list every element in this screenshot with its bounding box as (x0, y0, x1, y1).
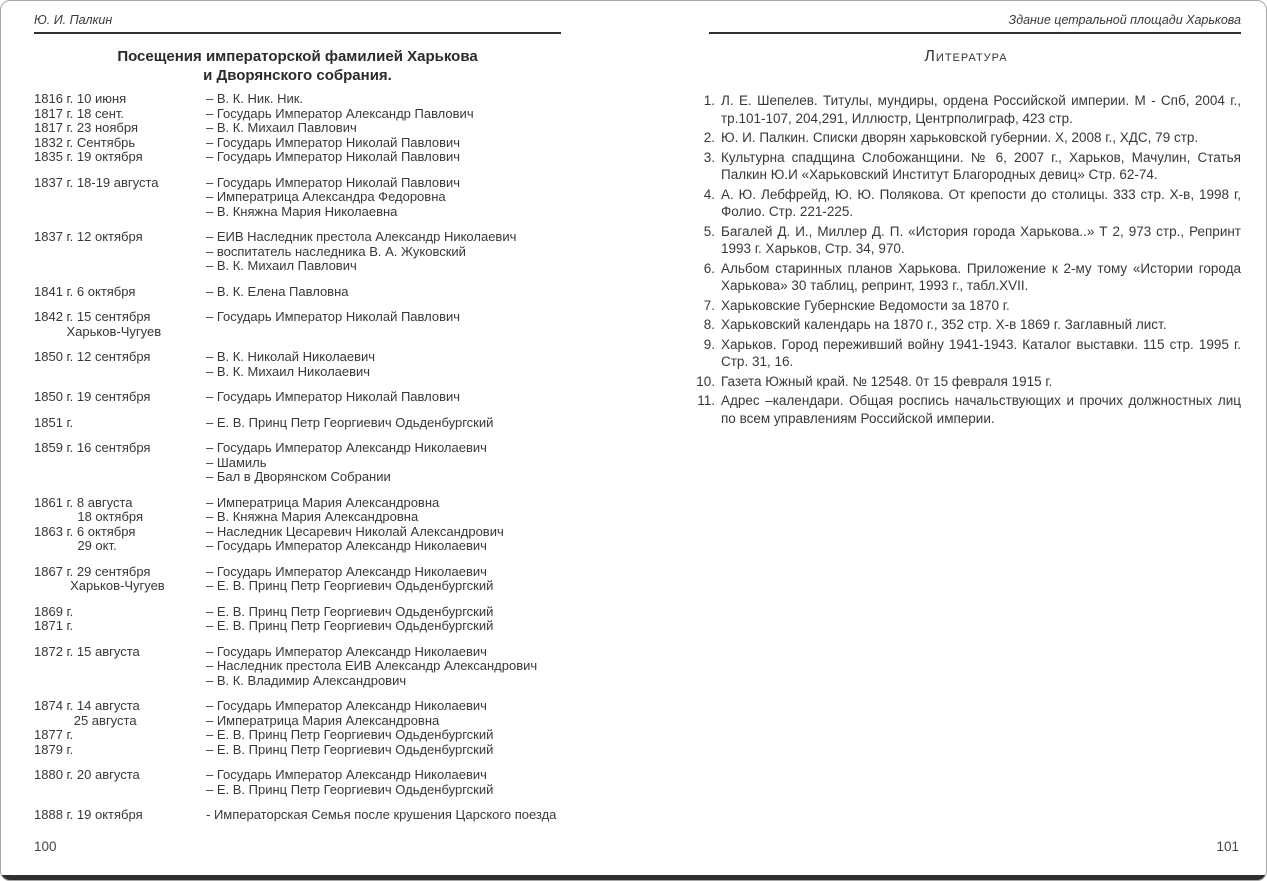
visit-dates (34, 285, 206, 300)
reference-number: 5. (703, 223, 715, 239)
visit-dates (34, 645, 206, 689)
visit-entry-line: – Е. В. Принц Петр Георгиевич Одьденбургский (206, 414, 494, 430)
visit-dates (34, 310, 206, 339)
running-head-title: Здание цетральной площади Харькова (1008, 13, 1241, 27)
visit-date-line: 1871 г. (34, 618, 74, 633)
visits-title (34, 47, 561, 85)
visit-entries (206, 416, 561, 431)
visit-date-line: 1872 г. 15 августа (34, 643, 140, 659)
visit-date-line: 25 августа (34, 712, 137, 728)
visits-title-line1: Посещения императорской фамилией Харькова (117, 48, 478, 65)
visit-dates (34, 230, 206, 274)
visit-entry-line: – В. К. Ник. Ник. (206, 91, 304, 106)
visit-entry-line: – Е. В. Принц Петр Георгиевич Одьденбургский (206, 741, 494, 757)
scan-bottom-edge (1, 875, 1266, 880)
visit-entry-line: – Государь Император Александр Николаевич (206, 698, 487, 713)
visit-date-line: 1837 г. 12 октября (34, 229, 143, 244)
visit-entry-line: – Государь Император Александр Николаевич (206, 538, 487, 553)
reference-text: Культурна спадщина Слобожанщини. № 6, 2007 г., Харьков, Мачулин, Статья Палкин Ю.И «Харьковский Институт Благородных девиц» Стр. 62-74. (721, 149, 1241, 182)
references-list (691, 92, 1241, 427)
visit-entries (206, 565, 561, 594)
reference-item (691, 129, 1241, 147)
header-rule-left (34, 32, 561, 34)
visit-group (34, 699, 561, 757)
reference-text: Харьковский календарь на 1870 г., 352 стр. Х-в 1869 г. Заглавный лист. (721, 317, 1167, 332)
visit-date-line: 1837 г. 18-19 августа (34, 174, 159, 190)
reference-item (691, 186, 1241, 221)
visit-entry-line: – Е. В. Принц Петр Георгиевич Одьденбургский (206, 578, 494, 593)
reference-number: 6. (703, 260, 715, 276)
reference-number: 9. (703, 336, 715, 352)
visit-entry-line: – ЕИВ Наследник престола Александр Николаевич (206, 229, 517, 244)
visit-date-line: 1835 г. 19 октября (34, 149, 143, 164)
visit-date-line: 1850 г. 19 сентября (34, 389, 151, 404)
visit-date-line: 1867 г. 29 сентября (34, 563, 151, 579)
visit-date-line: 1850 г. 12 сентября (34, 349, 151, 364)
visit-entries (206, 605, 561, 634)
page-number-right: 101 (1216, 839, 1239, 854)
visit-group (34, 441, 561, 485)
visit-group (34, 176, 561, 220)
visit-date-line: 1877 г. (34, 727, 74, 742)
reference-number: 7. (703, 297, 715, 313)
visit-group (34, 92, 561, 165)
reference-text: Багалей Д. И., Миллер Д. П. «История города Харькова..» Т 2, 973 стр., Репринт 1993 г. Харьков, Стр. 34, 970. (721, 223, 1241, 256)
visit-entries (206, 176, 561, 220)
visit-entry-line: – воспитатель наследника В. А. Жуковский (206, 243, 466, 259)
visit-group (34, 390, 561, 405)
visit-entry-line: – Государь Император Николай Павлович (206, 174, 461, 190)
reference-number: 3. (703, 149, 715, 165)
visit-date-line: 1842 г. 15 сентября (34, 309, 151, 324)
visit-entry-line: – В. К. Елена Павловна (206, 283, 349, 299)
visit-date-line: 1817 г. 23 ноября (34, 120, 138, 135)
reference-text: Адрес –календари. Общая роспись начальствующих и прочих должностных лиц по всем управлениям Российской империи. (721, 393, 1241, 426)
reference-item (691, 297, 1241, 315)
visit-entry-line: – В. К. Николай Николаевич (206, 349, 376, 364)
visit-date-line: 1832 г. Сентябрь (34, 134, 136, 150)
visit-entries (206, 768, 561, 797)
visit-entry-line: – Государь Император Николай Павлович (206, 149, 461, 164)
visit-group (34, 350, 561, 379)
reference-number: 4. (703, 186, 715, 202)
reference-number: 8. (703, 317, 715, 332)
visit-dates (34, 496, 206, 554)
reference-item (691, 223, 1241, 258)
visit-dates (34, 768, 206, 797)
reference-item (691, 92, 1241, 127)
visits-title-line2: и Дворянского собрания. (203, 67, 392, 84)
page-left (34, 13, 561, 834)
visit-date-line: Харьков-Чугуев (34, 578, 165, 593)
visit-dates (34, 390, 206, 405)
visit-date-line: 1874 г. 14 августа (34, 698, 140, 713)
visit-dates (34, 808, 206, 823)
visit-entries (206, 645, 561, 689)
visit-entry-line: – Императрица Александра Федоровна (206, 189, 446, 204)
visit-entries (206, 699, 561, 757)
visit-group (34, 285, 561, 300)
visit-entries (206, 92, 561, 165)
visit-entry-line: – В. К. Владимир Александрович (206, 672, 407, 688)
visit-entries (206, 441, 561, 485)
reference-text: Л. Е. Шепелев. Титулы, мундиры, ордена Российской империи. М - Спб, 2004 г., тр.101-107, 204,291, Иллюстр, Центрполиграф, 423 стр. (721, 93, 1241, 126)
visit-date-line: 1859 г. 16 сентября (34, 440, 151, 455)
visit-entry-line: – Е. В. Принц Петр Георгиевич Одьденбургский (206, 618, 494, 633)
visit-date-line: 18 октября (34, 509, 144, 524)
visit-entry-line: – В. К. Михаил Павлович (206, 258, 357, 273)
visit-entry-line: – Наследник престола ЕИВ Александр Александрович (206, 658, 538, 673)
visit-entries (206, 390, 561, 405)
visit-group (34, 416, 561, 431)
visit-dates (34, 350, 206, 379)
reference-text: А. Ю. Лебфрейд, Ю. Ю. Полякова. От крепости до столицы. 333 стр. Х-в, 1998 г, Фолио. Стр. 221-225. (721, 186, 1241, 219)
reference-item (691, 149, 1241, 184)
visit-entry-line: – Е. В. Принц Петр Георгиевич Одьденбургский (206, 727, 494, 742)
visit-dates (34, 699, 206, 757)
page-right (691, 13, 1241, 429)
visit-dates (34, 176, 206, 220)
visit-entries (206, 230, 561, 274)
visit-dates (34, 605, 206, 634)
visit-date-line: 1863 г. 6 октября (34, 523, 136, 539)
visit-entry-line: – Государь Император Александр Павлович (206, 105, 474, 121)
visit-date-line: 1861 г. 8 августа (34, 494, 133, 510)
reference-text: Харьков. Город переживший войну 1941-1943. Каталог выставки. 115 стр. 1995 г. Стр. 31, 16. (721, 336, 1241, 369)
page-number-left: 100 (34, 839, 57, 854)
visit-entry-line: – Государь Император Александр Николаевич (206, 767, 487, 782)
visit-group (34, 605, 561, 634)
reference-text: Харьковские Губернские Ведомости за 1870 г. (721, 297, 1010, 313)
visit-date-line: 1817 г. 18 сент. (34, 105, 125, 121)
visit-entries (206, 350, 561, 379)
visit-entry-line: – Е. В. Принц Петр Георгиевич Одьденбургский (206, 603, 494, 619)
visit-entries (206, 285, 561, 300)
visit-date-line: 1880 г. 20 августа (34, 767, 140, 782)
visit-entry-line: – В. К. Михаил Николаевич (206, 363, 371, 379)
visit-date-line: 29 окт. (34, 538, 117, 553)
visit-date-line: Харьков-Чугуев (34, 323, 162, 339)
reference-number: 2. (703, 130, 715, 145)
visit-entry-line: – Государь Император Александр Николаевич (206, 563, 487, 579)
running-head-author: Ю. И. Палкин (34, 13, 113, 27)
visit-group (34, 565, 561, 594)
reference-text: Газета Южный край. № 12548. 0т 15 февраля 1915 г. (721, 373, 1053, 389)
reference-item (691, 260, 1241, 295)
visit-date-line: 1841 г. 6 октября (34, 283, 136, 299)
visit-entry-line: – Бал в Дворянском Собрании (206, 469, 391, 484)
reference-item (691, 316, 1241, 334)
visit-dates (34, 92, 206, 165)
visit-entry-line: – Государь Император Николай Павлович (206, 389, 461, 404)
reference-item (691, 336, 1241, 371)
visit-entry-line: – В. К. Михаил Павлович (206, 120, 357, 135)
visit-entry-line: – Шамиль (206, 454, 267, 470)
visit-date-line: 1879 г. (34, 741, 74, 757)
visit-entries (206, 496, 561, 554)
visit-dates (34, 565, 206, 594)
visit-entry-line: – В. Княжна Мария Николаевна (206, 203, 398, 219)
visit-entry-line: – Императрица Мария Александровна (206, 494, 440, 510)
visit-entry-line: – Е. В. Принц Петр Георгиевич Одьденбургский (206, 781, 494, 797)
visit-date-line: 1816 г. 10 июня (34, 91, 127, 106)
visit-dates (34, 416, 206, 431)
reference-text: Ю. И. Палкин. Списки дворян харьковской губернии. Х, 2008 г., ХДС, 79 стр. (721, 130, 1199, 145)
visit-group (34, 808, 561, 823)
visit-date-line: 1869 г. (34, 603, 74, 619)
reference-item (691, 373, 1241, 391)
visit-entries (206, 310, 561, 339)
visit-entry-line: - Императорская Семья после крушения Царского поезда (206, 807, 557, 822)
visit-group (34, 496, 561, 554)
visit-group (34, 768, 561, 797)
visit-dates (34, 441, 206, 485)
visit-entry-line: – Наследник Цесаревич Николай Александрович (206, 523, 504, 539)
visit-entry-line: – Государь Император Александр Николаевич (206, 440, 487, 455)
visit-entry-line: – Государь Император Николай Павлович (206, 309, 461, 324)
header-rule-right (709, 32, 1241, 34)
visit-entry-line: – Императрица Мария Александровна (206, 712, 440, 728)
literature-title: Литература (924, 48, 1008, 65)
visit-date-line: 1888 г. 19 октября (34, 807, 143, 822)
visit-entry-line: – В. Княжна Мария Александровна (206, 509, 419, 524)
visit-group (34, 645, 561, 689)
reference-item (691, 392, 1241, 427)
visits-list (34, 92, 561, 823)
visit-entries (206, 808, 561, 823)
visit-group (34, 230, 561, 274)
visit-date-line: 1851 г. (34, 414, 74, 430)
reference-text: Альбом старинных планов Харькова. Приложение к 2-му тому «Истории города Харькова» 30 таблиц, репринт, 1993 г., табл.XVII. (721, 260, 1241, 293)
reference-number: 11. (697, 393, 715, 408)
reference-number: 1. (703, 93, 715, 108)
visit-entry-line: – Государь Император Николай Павлович (206, 134, 461, 150)
visit-group (34, 310, 561, 339)
reference-number: 10. (696, 373, 715, 389)
visit-entry-line: – Государь Император Александр Николаевич (206, 643, 487, 659)
